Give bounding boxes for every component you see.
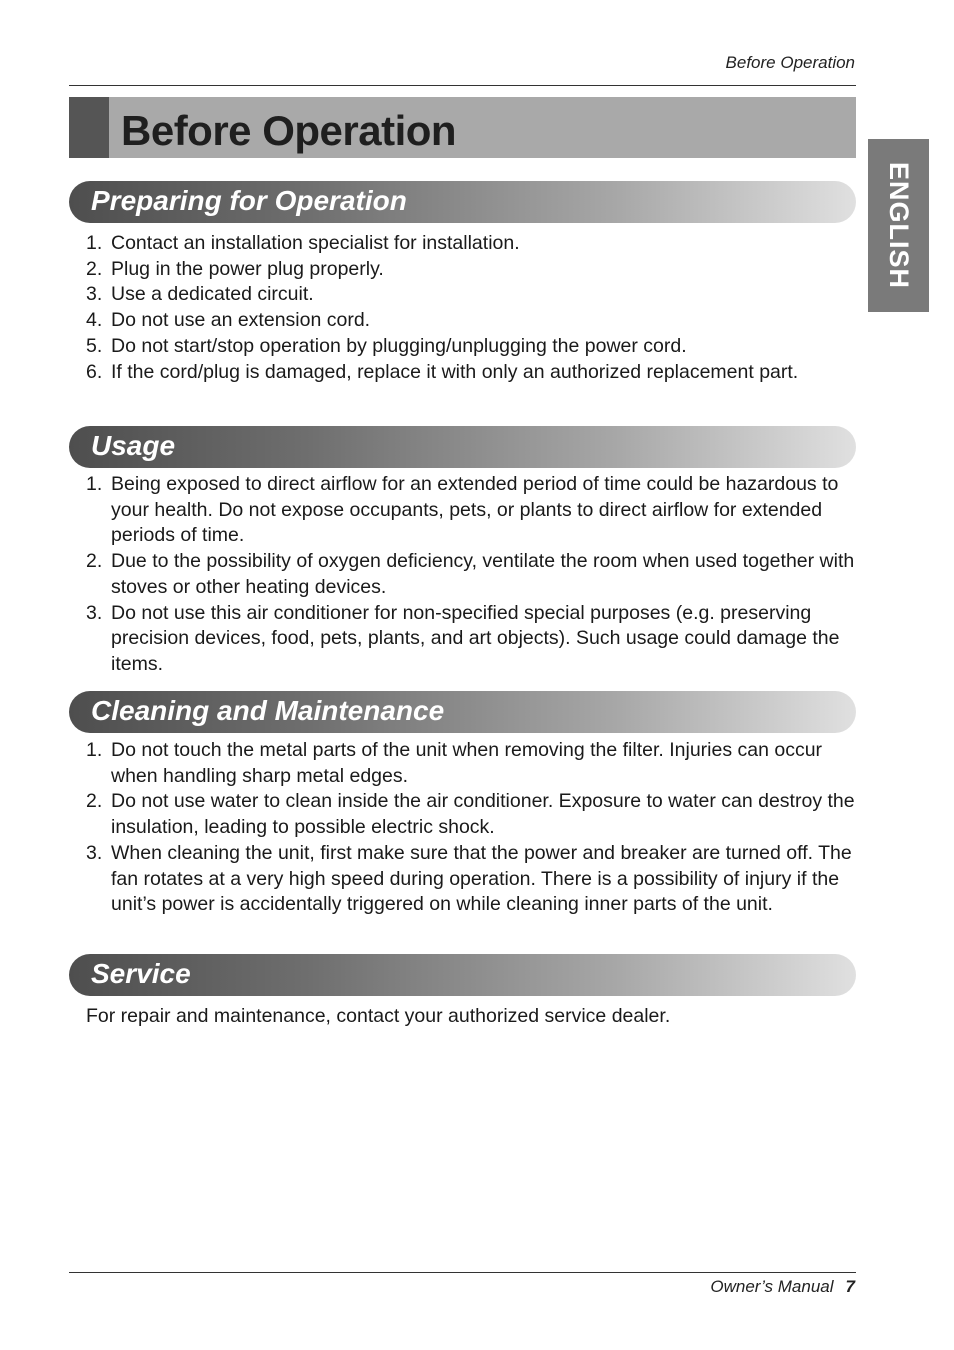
section-title: Service — [91, 958, 191, 989]
section-title: Cleaning and Maintenance — [91, 695, 445, 726]
list-item — [86, 738, 856, 789]
top-rule — [69, 85, 856, 86]
item-number: 6. — [86, 360, 103, 383]
list-item — [86, 472, 856, 549]
item-text: If the cord/plug is damaged, replace it with only an authorized replacement part. — [111, 360, 799, 383]
item-number: 2. — [86, 257, 103, 280]
item-text: Do not use an extension cord. — [111, 309, 371, 332]
item-text: Use a dedicated circuit. — [111, 283, 314, 306]
item-number: 3. — [86, 283, 103, 306]
running-head: Before Operation — [725, 53, 855, 72]
page-title-bar — [69, 97, 856, 158]
list-item — [86, 841, 856, 918]
section-title: Usage — [91, 430, 176, 461]
item-number: 3. — [86, 601, 103, 624]
section-header-cleaning — [69, 691, 856, 733]
page-number: 7 — [845, 1277, 855, 1296]
item-number: 1. — [86, 739, 103, 761]
item-text: Plug in the power plug properly. — [111, 257, 384, 280]
item-text: Due to the possibility of oxygen deficiency, ventilate the room when used together with stoves or other heating devices. — [111, 550, 855, 598]
item-number: 5. — [86, 334, 103, 357]
list-item — [86, 257, 856, 283]
bottom-rule — [69, 1272, 856, 1273]
section-header-preparing — [69, 181, 856, 223]
service-text: For repair and maintenance, contact your authorized service dealer. — [86, 1005, 671, 1027]
item-number: 3. — [86, 841, 103, 864]
item-text: Contact an installation specialist for installation. — [111, 232, 520, 254]
title-accent-block — [69, 97, 109, 158]
item-text: Do not start/stop operation by plugging/unplugging the power cord. — [111, 334, 687, 357]
item-text: Do not use water to clean inside the air conditioner. Exposure to water can destroy the insulation, leading to possible electric shock. — [111, 790, 855, 839]
item-number: 4. — [86, 309, 103, 332]
footer — [710, 1277, 855, 1297]
item-text: When cleaning the unit, first make sure that the power and breaker are turned off. The fan rotates at a very high speed during operation. There is a possibility of injury if the unit’s power is accidentally triggered on while cleaning inner parts of the unit. — [111, 841, 852, 916]
list-item — [86, 360, 856, 386]
item-number: 1. — [86, 232, 103, 254]
page-title: Before Operation — [121, 107, 457, 154]
list-item — [86, 334, 856, 360]
section-header-usage — [69, 426, 856, 468]
item-number: 2. — [86, 550, 103, 573]
section-header-service — [69, 954, 856, 996]
item-text: Being exposed to direct airflow for an extended period of time could be hazardous to your health. Do not expose occupants, pets, or plants to direct airflow for extended periods of time. — [111, 473, 839, 547]
list-item — [86, 308, 856, 334]
preparing-list — [86, 231, 856, 385]
list-item — [86, 601, 856, 678]
footer-label: Owner’s Manual — [710, 1277, 834, 1296]
list-item — [86, 231, 856, 257]
language-tab — [868, 139, 929, 312]
list-item — [86, 282, 856, 308]
item-text: Do not touch the metal parts of the unit when removing the filter. Injuries can occur when handling sharp metal edges. — [111, 739, 823, 787]
item-number: 1. — [86, 473, 103, 495]
item-text: Do not use this air conditioner for non-specified special purposes (e.g. preserving precision devices, food, pets, plants, and art objects). Such usage could damage the items. — [111, 601, 840, 675]
list-item — [86, 549, 856, 600]
language-tab-label: ENGLISH — [884, 161, 914, 289]
list-item — [86, 789, 856, 840]
section-title: Preparing for Operation — [91, 185, 407, 216]
item-number: 2. — [86, 790, 103, 813]
cleaning-list — [86, 738, 856, 918]
usage-list — [86, 472, 856, 678]
